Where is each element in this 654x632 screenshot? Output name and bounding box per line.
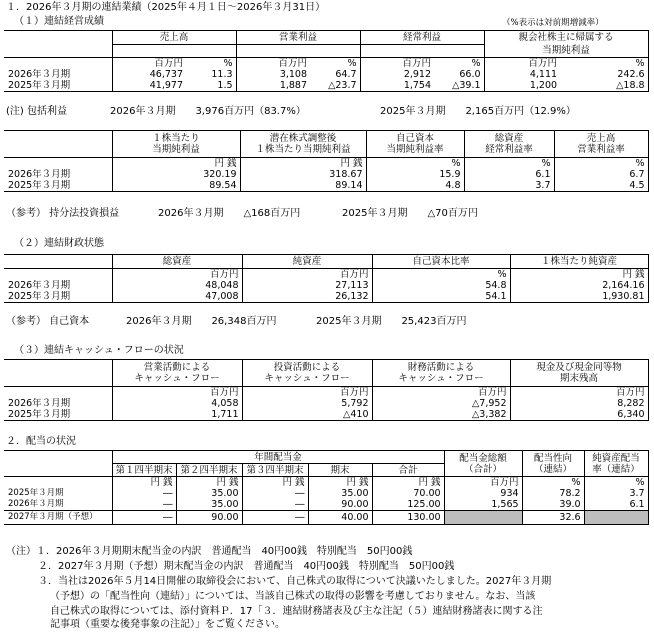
unit: 百万円 [242, 269, 372, 281]
equity-method-current: 2026年３月期 △168百万円 [158, 208, 301, 219]
row-label: 2025年３月期 [4, 80, 112, 92]
header-q2: 第２四半期末 [176, 464, 242, 477]
equity-current: 2026年３月期 26,348百万円 [126, 316, 277, 327]
cell: △18.8 [560, 80, 648, 92]
cell: 1,565 [444, 499, 522, 511]
cell: 1.5 [186, 80, 236, 92]
unit: 百万円 [242, 387, 372, 399]
unit: 円 銭 [372, 477, 444, 489]
cell: ― [112, 499, 176, 511]
table-row [4, 180, 648, 192]
header-operating-cf: 営業活動による キャッシュ・フロー [112, 360, 242, 387]
header-q3: 第３四半期末 [242, 464, 308, 477]
header-eps: １株当たり 当期純利益 [112, 131, 240, 158]
cell: 89.54 [112, 180, 240, 192]
cash-flow-table [4, 359, 649, 421]
unit: % [464, 158, 554, 170]
header-roa: 総資産 経常利益率 [464, 131, 554, 158]
cell: ― [112, 488, 176, 499]
cell: 6.1 [584, 499, 648, 511]
cell: △3,382 [372, 409, 510, 421]
header-ordinary-profit: 経常利益 [360, 31, 484, 45]
unit: 円 銭 [242, 477, 308, 489]
cell: ― [112, 511, 176, 525]
unit: 百万円 [372, 387, 510, 399]
dividend-note-3-cont: 自己株式の取得については、添付資料Ｐ．17「３．連結財務諸表及び主な注記（５）連結財務諸表に関する注 [50, 606, 543, 617]
cell: 35.00 [176, 488, 242, 499]
unit: 百万円 [112, 269, 242, 281]
cell: 1,930.81 [510, 291, 648, 303]
table-row [4, 409, 648, 421]
cell: 40.00 [308, 511, 372, 525]
header-diluted-eps: 潜在株式調整後 １株当たり当期純利益 [240, 131, 366, 158]
comprehensive-income-current: 2026年３月期 3,976百万円（83.7%） [110, 106, 306, 117]
unit: 百万円 [402, 58, 432, 69]
cell: 70.00 [372, 488, 444, 499]
cell: 41,977 [149, 80, 183, 91]
cell: 2,164.16 [510, 280, 648, 291]
section-title: １．2026年３月期の連結業績（2025年４月１日～2026年３月31日） [6, 2, 326, 13]
cell: 46,737 [149, 69, 183, 80]
unit: % [560, 58, 648, 70]
row-label: 2026年３月期 [4, 499, 112, 511]
cell: 5,792 [242, 398, 372, 409]
cell: 318.67 [240, 169, 366, 180]
forecast-row [4, 511, 648, 525]
table-row [4, 69, 648, 80]
cell: 11.3 [186, 69, 236, 80]
change-rate-note: （%表示は対前期増減率） [502, 18, 604, 28]
cell: 35.00 [308, 488, 372, 499]
unit: % [584, 477, 648, 489]
table-row [4, 280, 648, 291]
table-row [4, 291, 648, 303]
dividend-note-1: （注）１．2026年３月期期末配当金の内訳 普通配当 40円00銭 特別配当 50円00銭 [6, 546, 413, 557]
table-row [4, 169, 648, 180]
header-sales: 売上高 [112, 31, 236, 45]
unit: 百万円 [528, 58, 558, 69]
financial-position-table [4, 254, 649, 303]
dividend-title: ２．配当の状況 [6, 436, 76, 447]
header-financing-cf: 財務活動による キャッシュ・フロー [372, 360, 510, 387]
cell: 6.7 [554, 169, 648, 180]
unit: 円 銭 [308, 477, 372, 489]
equity-method-label: （参考） 持分法投資損益 [6, 208, 120, 219]
unit: % [366, 158, 464, 170]
cell: 1,887 [279, 80, 308, 91]
header-annual-dividend: 年間配当金 [112, 451, 444, 464]
cell: 4.5 [554, 180, 648, 192]
consolidated-results-table [4, 30, 649, 92]
row-label: 2026年３月期 [4, 280, 112, 291]
cell: 54.8 [372, 280, 510, 291]
header-total-assets: 総資産 [112, 255, 242, 269]
unit: 百万円 [154, 58, 183, 69]
cell: 26,132 [242, 291, 372, 303]
cell: 2,912 [403, 69, 432, 80]
cell: 39.0 [522, 499, 584, 511]
row-label: 2026年３月期 [4, 398, 112, 409]
equity-method-previous: 2025年３月期 △70百万円 [342, 208, 478, 219]
unit: 円 銭 [240, 158, 366, 170]
header-payout-ratio: 配当性向 （連結） [522, 451, 584, 477]
header-roe: 自己資本 当期純利益率 [366, 131, 464, 158]
cell: 6,340 [510, 409, 648, 421]
header-q1: 第１四半期末 [112, 464, 176, 477]
header-investing-cf: 投資活動による キャッシュ・フロー [242, 360, 372, 387]
financial-position-title: （２）連結財政状態 [14, 238, 104, 249]
row-label: 2027年３月期（予想） [4, 511, 112, 525]
per-share-table [4, 130, 649, 192]
cell: 3.7 [584, 488, 648, 499]
table-row [4, 398, 648, 409]
header-net-assets: 純資産 [242, 255, 372, 269]
header-year-end: 期末 [308, 464, 372, 477]
cell: 64.7 [310, 69, 360, 80]
cell: △23.7 [310, 80, 360, 92]
cell: 8,282 [510, 398, 648, 409]
cell: 78.2 [522, 488, 584, 499]
cell: 90.00 [308, 499, 372, 511]
cell: ― [242, 488, 308, 499]
cell: 242.6 [560, 69, 648, 80]
row-label: 2025年３月期 [4, 180, 112, 192]
table-row [4, 80, 648, 92]
consolidated-results-title: （１）連結経営成績 [14, 16, 104, 27]
table-row [4, 488, 648, 499]
cell: 35.00 [176, 499, 242, 511]
unit: 百万円 [510, 387, 648, 399]
cell: 1,711 [112, 409, 242, 421]
cell: △7,952 [372, 398, 510, 409]
unit: % [434, 58, 484, 70]
equity-previous: 2025年３月期 25,423百万円 [316, 316, 467, 327]
row-label: 2025年３月期 [4, 291, 112, 303]
cell: 1,200 [529, 80, 558, 91]
cell: 32.6 [522, 511, 584, 525]
header-total-dividend: 配当金総額 （合計） [444, 451, 522, 477]
cell: 3,108 [279, 69, 308, 80]
cell: 47,008 [112, 291, 242, 303]
cell: 66.0 [434, 69, 484, 80]
cell: △410 [242, 409, 372, 421]
cell: ― [242, 511, 308, 525]
unit: % [554, 158, 648, 170]
header-total: 合計 [372, 464, 444, 477]
header-bps: １株当たり純資産 [510, 255, 648, 269]
header-doe: 純資産配当 率（連結） [584, 451, 648, 477]
table-row [4, 499, 648, 511]
unit: 円 銭 [112, 158, 240, 170]
cell: ― [242, 499, 308, 511]
unit: % [372, 269, 510, 281]
header-net-income-2: 当期純利益 [484, 44, 648, 57]
header-operating-profit: 営業利益 [236, 31, 360, 45]
row-label: 2026年３月期 [4, 69, 112, 80]
unit: 百万円 [444, 477, 522, 489]
unit: 円 銭 [112, 477, 176, 489]
dividend-note-3: ３．当社は2026年５月14日開催の取締役会において、自己株式の取得について決議いたしました。2027年３月期 [38, 576, 552, 587]
comprehensive-income-label: (注) 包括利益 [6, 106, 67, 117]
dividend-note-2: ２．2027年３月期（予想）期末配当金の内訳 普通配当 40円00銭 特別配当 50円00銭 [38, 561, 455, 572]
cell: 125.00 [372, 499, 444, 511]
cell-shaded [444, 511, 522, 525]
cell: 4,058 [112, 398, 242, 409]
header-net-income: 親会社株主に帰属する [484, 31, 648, 45]
row-label: 2025年３月期 [4, 488, 112, 499]
cell: 48,048 [112, 280, 242, 291]
dividend-table [4, 450, 649, 525]
cell: 4,111 [529, 69, 558, 80]
cell: 934 [444, 488, 522, 499]
header-operating-margin: 売上高 営業利益率 [554, 131, 648, 158]
unit: % [522, 477, 584, 489]
cell: 1,754 [403, 80, 432, 91]
comprehensive-income-previous: 2025年３月期 2,165百万円（12.9%） [380, 106, 576, 117]
cell-shaded [584, 511, 648, 525]
cell: 89.14 [240, 180, 366, 192]
cash-flow-title: （３）連結キャッシュ・フローの状況 [14, 345, 184, 356]
equity-label: （参考） 自己資本 [6, 316, 90, 327]
unit: 円 銭 [510, 269, 648, 281]
unit: 百万円 [112, 387, 242, 399]
cell: 15.9 [366, 169, 464, 180]
cell: △39.1 [434, 80, 484, 92]
unit: 円 銭 [176, 477, 242, 489]
cell: 130.00 [372, 511, 444, 525]
cell: 3.7 [464, 180, 554, 192]
cell: 4.8 [366, 180, 464, 192]
row-label: 2026年３月期 [4, 169, 112, 180]
cell: 54.1 [372, 291, 510, 303]
header-cash-balance: 現金及び現金同等物 期末残高 [510, 360, 648, 387]
unit: % [186, 58, 236, 70]
cell: 6.1 [464, 169, 554, 180]
cell: 320.19 [112, 169, 240, 180]
dividend-note-3-cont: （予想）の「配当性向（連結）」については、当該自己株式の取得の影響を考慮しておりません。なお、当該 [50, 591, 536, 602]
unit: 百万円 [278, 58, 308, 69]
cell: 90.00 [176, 511, 242, 525]
header-equity-ratio: 自己資本比率 [372, 255, 510, 269]
unit: % [310, 58, 360, 70]
dividend-note-3-cont: 記事項（重要な後発事象の注記）」をご覧ください。 [50, 619, 285, 630]
cell: 27,113 [242, 280, 372, 291]
row-label: 2025年３月期 [4, 409, 112, 421]
